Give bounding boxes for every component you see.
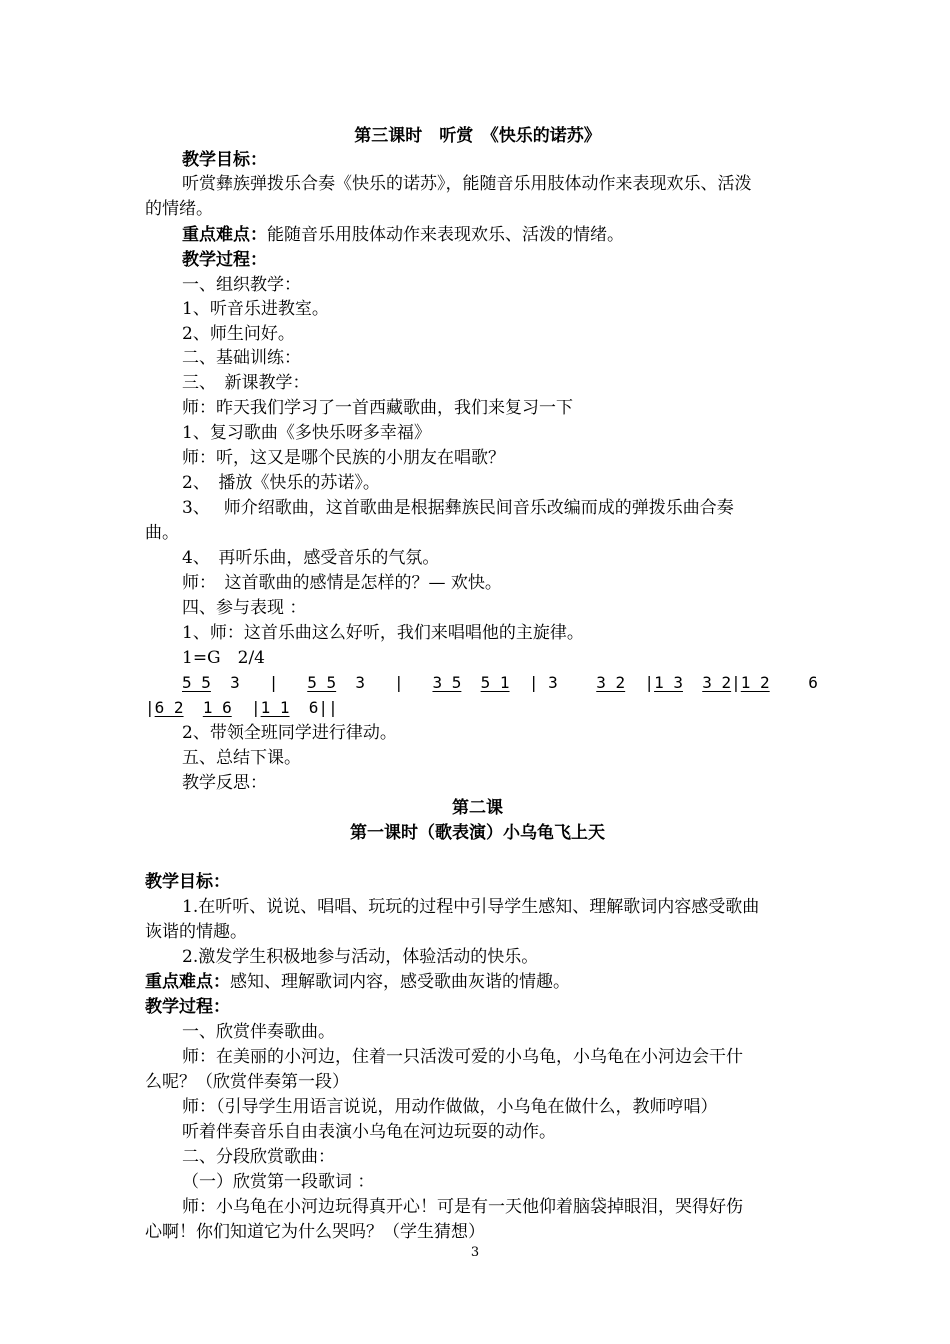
lesson2-key-points	[145, 970, 810, 994]
note-group	[184, 698, 203, 717]
note-group: 5 5	[307, 673, 337, 692]
lesson3-key-label: 重点难点：	[182, 225, 267, 245]
note-group	[683, 673, 702, 692]
lesson3-key-points	[182, 223, 810, 247]
note-group: 1 1	[260, 698, 290, 717]
lesson3-line: 二、基础训练：	[182, 348, 301, 368]
note-group	[461, 673, 480, 692]
note-group: 6||	[289, 698, 338, 717]
lesson3-line: 五、总结下课。	[182, 748, 301, 768]
lesson3-reflection: 教学反思：	[182, 773, 267, 793]
note-group: |	[731, 673, 741, 692]
lesson3-line: 1、师：这首乐曲这么好听，我们来唱唱他的主旋律。	[182, 623, 584, 643]
lesson3-goal-label: 教学目标：	[182, 150, 267, 170]
note-group: 5 1	[480, 673, 510, 692]
lesson2-para1-line2: 么呢？（欣赏伴奏第一段）	[145, 1072, 349, 1092]
lesson2-heading: 第二课	[452, 798, 503, 818]
lesson3-line: 1、听音乐进教室。	[182, 299, 329, 319]
lesson3-line: 三、 新课教学：	[182, 373, 310, 393]
note-group: 6	[769, 673, 818, 692]
lesson2-para1-line1: 师：在美丽的小河边，住着一只活泼可爱的小乌龟，小乌龟在小河边会干什	[182, 1047, 743, 1067]
lesson3-process-label: 教学过程：	[182, 250, 267, 270]
lesson3-line: 四、参与表现 ：	[182, 598, 307, 618]
lesson3-goal-line2: 的情绪。	[145, 199, 213, 219]
lesson2-para3: 听着伴奏音乐自由表演小乌龟在河边玩耍的动作。	[182, 1122, 556, 1142]
lesson3-line: 1、复习歌曲《多快乐呀多幸福》	[182, 423, 431, 443]
note-group: 3 |	[210, 673, 308, 692]
lesson3-line: 4、 再听乐曲，感受音乐的气氛。	[182, 548, 440, 568]
note-group: | 3	[509, 673, 597, 692]
note-group: |	[625, 673, 655, 692]
note-group: 3 2	[596, 673, 626, 692]
note-group: 5 5	[182, 673, 211, 692]
page-number: 3	[470, 1245, 480, 1260]
note-group: |	[231, 698, 261, 717]
notation-line-1	[182, 671, 818, 695]
note-group: 3 2	[702, 673, 732, 692]
lesson2-step1: 一、欣赏伴奏歌曲。	[182, 1022, 335, 1042]
lesson2-subheading: 第一课时（歌表演）小乌龟飞上天	[350, 823, 605, 843]
lesson3-line: 2、带领全班同学进行律动。	[182, 723, 397, 743]
lesson2-goal1-line2: 诙谐的情趣。	[145, 922, 247, 942]
note-group: 3 5	[432, 673, 462, 692]
lesson2-goal1-line1: 1.在听听、说说、唱唱、玩玩的过程中引导学生感知、理解歌词内容感受歌曲	[182, 897, 760, 917]
note-group: 1 3	[654, 673, 683, 692]
lesson2-para4-line1: 师：小乌龟在小河边玩得真开心！可是有一天他仰着脑袋掉眼泪，哭得好伤	[182, 1197, 743, 1217]
lesson2-key-text: 感知、理解歌词内容，感受歌曲灰谐的情趣。	[230, 972, 570, 992]
lesson2-process-label: 教学过程：	[145, 997, 230, 1017]
lesson2-goal-label: 教学目标：	[145, 872, 230, 892]
note-group: |	[145, 698, 155, 717]
lesson2-step2-1: （一）欣赏第一段歌词 ：	[182, 1172, 375, 1192]
lesson3-intro-line1: 3、 师介绍歌曲，这首歌曲是根据彝族民间音乐改编而成的弹拨乐曲合奏	[182, 498, 734, 518]
note-group: 3 |	[336, 673, 433, 692]
lesson3-title: 第三课时 听赏 《快乐的诺苏》	[354, 126, 601, 146]
lesson3-line: 师： 这首歌曲的感情是怎样的？— 欢快。	[182, 573, 502, 593]
lesson3-line: 2、 播放《快乐的苏诺》。	[182, 473, 380, 493]
lesson3-line: 师：听，这又是哪个民族的小朋友在唱歌？	[182, 448, 505, 468]
lesson2-para4-line2: 心啊！你们知道它为什么哭吗？（学生猜想）	[145, 1222, 485, 1242]
lesson2-goal2: 2.激发学生积极地参与活动，体验活动的快乐。	[182, 947, 539, 967]
lesson3-goal-line1: 听赏彝族弹拨乐合奏《快乐的诺苏》，能随音乐用肢体动作来表现欢乐、活泼	[182, 174, 752, 194]
note-group: 6 2	[154, 698, 184, 717]
lesson3-intro-line2: 曲。	[145, 523, 179, 543]
lesson2-step2: 二、分段欣赏歌曲：	[182, 1147, 335, 1167]
lesson3-key-signature: 1=G 2/4	[182, 648, 265, 668]
notation-line-2	[145, 696, 338, 720]
lesson2-key-label: 重点难点：	[145, 972, 230, 992]
note-group: 1 6	[202, 698, 232, 717]
note-group: 1 2	[740, 673, 770, 692]
lesson3-line: 师：昨天我们学习了一首西藏歌曲，我们来复习一下	[182, 398, 573, 418]
lesson2-para2: 师：（引导学生用语言说说，用动作做做，小乌龟在做什么，教师哼唱）	[182, 1097, 718, 1117]
lesson3-line: 2、师生问好。	[182, 324, 295, 344]
lesson3-key-text: 能随音乐用肢体动作来表现欢乐、活泼的情绪。	[267, 225, 624, 245]
lesson3-line: 一、组织教学：	[182, 275, 301, 295]
